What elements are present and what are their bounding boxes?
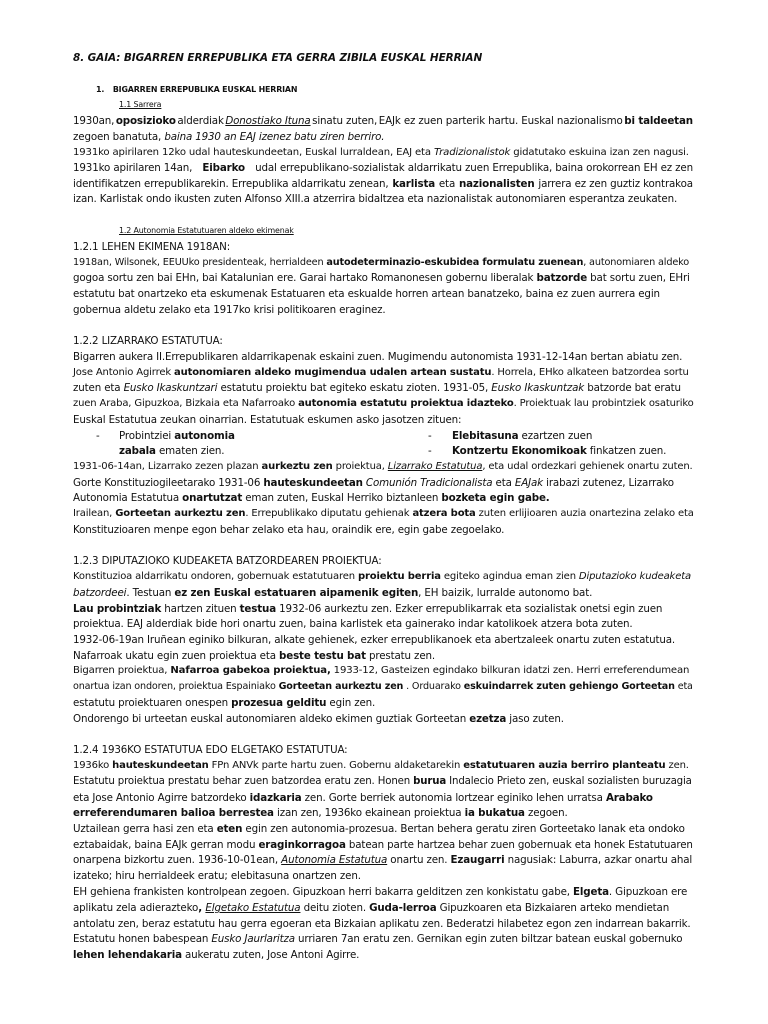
text-run: alderdiak <box>177 115 224 127</box>
paragraph-line <box>73 381 693 395</box>
text-run: egin zen. <box>326 697 376 709</box>
text-run: 1931ko apirilaren 12ko udal hauteskundeetan, Euskal lurraldean, EAJ eta <box>73 147 434 158</box>
paragraph-line <box>73 586 693 600</box>
text-run: Eusko Ikaskuntzari <box>123 382 218 394</box>
text-run: ezartzen zuen <box>518 430 593 442</box>
text-run: irabazi zutenez, Lizarrako <box>543 477 674 489</box>
text-run: aurkeztu zen <box>261 461 333 472</box>
text-run: erreferendumaren balioa berrestea <box>73 807 274 819</box>
text-run: , EH baizik, lurralde autonomo bat. <box>418 587 593 599</box>
text-run: . Errepublikako diputatu gehienak <box>245 508 413 519</box>
text-run: onarpena bizkortu zuen. 1936-10-01ean, <box>73 854 282 866</box>
text-run: zabala <box>119 445 156 457</box>
paragraph-line <box>73 712 693 726</box>
text-run: Nafarroak ukatu egin zuen proiektua eta <box>73 650 280 662</box>
paragraph-line: Euskal Estatutua zeukan oinarrian. Estatutuak eskumen asko jasotzen zituen: <box>73 414 462 426</box>
text-run: EAJk ez zuen parterik hartu. Euskal nazionalismo <box>378 115 623 127</box>
text-run: Gorte Konstituziogileetarako 1931-06 <box>73 477 264 489</box>
text-run: testua <box>239 603 276 615</box>
text-run: ia bukatua <box>464 807 525 819</box>
paragraph-line <box>73 806 693 820</box>
text-run: EAJak <box>514 477 543 489</box>
text-run: Uztailean gerra hasi zen eta <box>73 823 217 835</box>
text-run: lehen lehendakaria <box>73 949 182 961</box>
paragraph-line <box>73 838 693 852</box>
paragraph-line <box>73 853 693 867</box>
text-run: finkatzen zuen. <box>586 445 667 457</box>
text-run: aplikatu zela adierazteko <box>73 902 199 914</box>
text-run: Kontzertu Ekonomikoak <box>452 445 587 457</box>
text-run: onartu zen. <box>387 854 451 866</box>
text-run: Ezaugarri <box>450 854 505 866</box>
text-run: autodeterminazio-eskubidea formulatu zuenean <box>326 257 584 268</box>
text-run: Gorteetan aurkeztu zen <box>278 681 404 692</box>
text-run: Jose Antonio Agirrek <box>73 367 175 378</box>
paragraph-line: 1932-06-19an Iruñean eginiko bilkuran, alkate gehienek, ezker errepublikanoek eta abertzaleek onartu zuten estatutua. <box>73 634 676 646</box>
text-run: sinatu zuten, <box>312 115 378 127</box>
text-run: proiektua, <box>332 461 388 472</box>
text-run: identifikatzen errepublikarekin. Errepublika aldarrikatu zenean, <box>73 178 389 190</box>
text-run: Eusko Jaurlaritza <box>211 933 295 945</box>
text-run: Estatutu proiektua prestatu behar zuen batzordea eratu zen. Honen <box>73 776 414 787</box>
subsection-1-2-3-title: 1.2.3 DIPUTAZIOKO KUDEAKETA BATZORDEAREN PROIEKTUA: <box>73 555 382 567</box>
bullet-item-2 <box>452 429 592 443</box>
paragraph-line <box>73 680 693 694</box>
text-run: Elgetako Estatutua <box>205 902 301 914</box>
text-run: 1933-12, Gasteizen egindako bilkuran idatzi zen. Herri erreferendumean <box>330 665 690 676</box>
text-run: . Gipuzkoan ere <box>608 886 688 898</box>
bullet-item-1-cont <box>119 444 224 458</box>
text-run: Bigarren proiektua, <box>73 665 171 676</box>
text-run: estatutuaren auzia berriro planteatu <box>463 760 666 771</box>
text-run: Eusko Ikaskuntzak <box>491 382 585 394</box>
text-run: zen. <box>665 760 689 771</box>
paragraph-line <box>73 602 693 616</box>
subsection-1-2-2-title: 1.2.2 LIZARRAKO ESTATUTUA: <box>73 335 223 347</box>
paragraph-line: Konstituzioaren menpe egon behar zelako eta hau, oraindik ere, egin gabe zegoelako. <box>73 524 505 536</box>
paragraph-line: antolatu zen, beraz estatutu hau gerra egoeran eta Bizkaian aplikatu zen. Bederatzi hilabetez egon zen indarrean bakarrik. <box>73 918 691 930</box>
text-run: Ondorengo bi urteetan euskal autonomiaren aldeko ekimen guztiak Gorteetan <box>73 713 470 725</box>
text-run: Konstituzioa aldarrikatu ondoren, gobernuak estatutuaren <box>73 571 358 582</box>
text-run: Donostiako Ituna <box>225 115 311 127</box>
paragraph-line <box>73 366 693 380</box>
text-run: udal errepublikano-sozialistak aldarrikatu zuen Errepublika, baina orokorrean EH ez zen <box>255 162 693 174</box>
text-run: atzera bota <box>412 508 476 519</box>
section-1-heading <box>96 83 716 97</box>
text-run: onartua izan ondoren, proiektua Espainiako <box>73 681 279 692</box>
text-run: Estatutu honen babespean <box>73 933 212 945</box>
text-run: hauteskundeetan <box>263 477 363 489</box>
text-run: Gorteetan aurkeztu zen <box>115 508 246 519</box>
text-run: 1936ko <box>73 760 113 771</box>
text-run: autonomia estatutu proiektua idazteko <box>298 398 514 409</box>
text-run: ezetza <box>469 713 507 725</box>
text-run: Lizarrako Estatutua <box>387 461 483 472</box>
text-run: eztabaidak, baina EAJk gerran modu <box>73 839 259 851</box>
paragraph-line <box>73 696 693 710</box>
text-run: beste testu bat <box>279 650 366 662</box>
bullet-item-1 <box>119 429 235 443</box>
text-run: egin zen autonomia-prozesua. Bertan behera geratu ziren Gorteetako lanak eta ondoko <box>242 823 685 835</box>
paragraph-line: Bigarren aukera II.Errepublikaren aldarrikapenak eskaini zuen. Mugimendu autonomista 1931-12-14an bertan abiatu zen. <box>73 351 683 363</box>
text-run: EH gehiena frankisten kontrolpean zegoen. Gipuzkoan herri bakarra gelditzen zen konkistatu gabe, <box>73 886 574 898</box>
text-run: Nafarroa gabekoa proiektua, <box>170 665 331 676</box>
text-run: estatutu proiektu bat egiteko eskatu zioten. 1931-05, <box>217 382 492 394</box>
text-run: Autonomia Estatutua <box>281 854 388 866</box>
text-run: urriaren 7an eratu zen. Gernikan egin zuten biltzar batean euskal gobernuko <box>294 933 683 945</box>
paragraph-line: gobernua aldetu zelako eta 1917ko krisi politikoaren eraginez. <box>73 304 386 316</box>
text-run: bozketa egin gabe. <box>441 492 550 504</box>
paragraph-line <box>73 114 693 128</box>
text-run: Eibarko <box>202 162 245 174</box>
bullet-dash: - <box>428 430 432 442</box>
paragraph-line <box>73 570 693 584</box>
section-1-1-title: 1.1 Sarrera <box>119 100 162 109</box>
text-run: . Horrela, EHko alkateen batzordea sortu <box>491 367 689 378</box>
section-1-2-title: 1.2 Autonomia Estatutuaren aldeko ekimenak <box>119 226 294 235</box>
paragraph-line <box>73 649 693 663</box>
text-run: . Proiektuak lau probintziek osaturiko <box>513 398 694 409</box>
text-run: 1918an, Wilsonek, EEUUko presidenteak, herrialdeen <box>73 257 327 268</box>
text-run: zen. Gorte berriek autonomia lortzear eginiko lehen urratsa <box>301 792 606 804</box>
text-run: burua <box>413 776 447 787</box>
paragraph-line <box>73 146 693 160</box>
paragraph-line <box>73 791 693 805</box>
text-run: batean parte hartzea behar zuen gobernuak eta honek Estatutuaren <box>345 839 693 851</box>
document-title: 8. GAIA: BIGARREN ERREPUBLIKA ETA GERRA ZIBILA EUSKAL HERRIAN <box>73 52 483 64</box>
paragraph-line <box>73 460 693 474</box>
text-run: bi taldeetan <box>624 115 693 127</box>
text-run: hartzen zituen <box>161 603 240 615</box>
bullet-item-3 <box>452 444 666 458</box>
paragraph-line <box>73 759 693 773</box>
text-run: zuten eta <box>73 382 124 394</box>
paragraph-line <box>73 822 693 836</box>
subsection-1-2-1-title: 1.2.1 LEHEN EKIMENA 1918AN: <box>73 241 231 253</box>
text-run: 1931-06-14an, Lizarrako zezen plazan <box>73 461 262 472</box>
text-run: baina 1930 an EAJ izenez batu ziren berriro. <box>164 131 385 143</box>
text-run: Gipuzkoaren eta Bizkaiaren arteko mendietan <box>436 902 670 914</box>
text-run: eta <box>674 681 693 692</box>
text-run: ez zen Euskal estatuaren aipamenik egiten <box>174 587 419 599</box>
section-1-number: 1. <box>96 85 105 94</box>
paragraph-line <box>73 507 693 521</box>
text-run: 1932-06 aurkeztu zen. Ezker errepublikarrak eta sozialistak onetsi egin zuen <box>276 603 663 615</box>
text-run: prozesua gelditu <box>231 697 327 709</box>
paragraph-line <box>73 948 693 962</box>
text-run: eraginkorragoa <box>258 839 346 851</box>
paragraph-line <box>73 161 693 175</box>
text-run: eten <box>216 823 243 835</box>
text-run: hauteskundeetan <box>112 760 209 771</box>
paragraph-line <box>73 775 693 789</box>
paragraph-line <box>73 130 693 144</box>
text-run: Diputazioko kudeaketa <box>578 571 691 582</box>
text-run: , autonomiaren aldeko <box>583 257 690 268</box>
text-run: estatutu proiektuaren onespen <box>73 697 232 709</box>
text-run: izan zen, 1936ko ekainean proiektua <box>273 807 465 819</box>
text-run: onartutzat <box>182 492 243 504</box>
text-run: 1931ko apirilaren 14an, <box>73 162 193 174</box>
text-run: batzorde <box>536 272 588 284</box>
paragraph-line: proiektua. EAJ alderdiak bide hori onartu zuen, baina karlistek eta gainerako indar katolikoek atzera bota zuten. <box>73 618 633 630</box>
text-run: zegoen. <box>524 807 568 819</box>
paragraph-line: estatutu bat onartzeko eta eskumenak Estatuaren eta eskualde horren artean banatzeko, baina ez zuen aurrera egin <box>73 288 660 300</box>
text-run: ematen zien. <box>155 445 225 457</box>
text-run: deitu zioten. <box>300 902 370 914</box>
text-run: eskuindarrek zuten gehiengo Gorteetan <box>463 681 675 692</box>
text-run: Lau probintziak <box>73 603 162 615</box>
paragraph-line <box>73 397 693 411</box>
text-run: zuten erlijioaren auzia onartezina zelako eta <box>475 508 694 519</box>
text-run: nagusiak: Laburra, azkar onartu ahal <box>504 854 693 866</box>
paragraph-line <box>73 177 693 191</box>
text-run: egiteko agindua eman zien <box>440 571 579 582</box>
text-run: aukeratu zuten, Jose Antoni Agirre. <box>181 949 360 961</box>
paragraph-line <box>73 932 693 946</box>
text-run: , eta udal ordezkari gehienek onartu zuten. <box>482 461 693 472</box>
text-run: autonomia <box>174 430 235 442</box>
text-run: . Orduarako <box>403 681 464 692</box>
text-run: 1930an, <box>73 115 115 127</box>
text-run: batzordeei <box>73 587 127 599</box>
text-run: gidatutako eskuina izan zen nagusi. <box>510 147 689 158</box>
text-run: . Testuan <box>126 587 175 599</box>
text-run: Elgeta <box>573 886 609 898</box>
text-run: autonomiaren aldeko mugimendua udalen artean sustatu <box>174 367 492 378</box>
text-run: zuen Araba, Gipuzkoa, Bizkaia eta Nafarroako <box>73 398 299 409</box>
text-run: jarrera ez zen guztiz kontrakoa <box>538 178 693 190</box>
text-run: , <box>198 902 206 914</box>
paragraph-line <box>73 901 693 915</box>
text-run: Comunión Tradicionalista <box>362 477 493 489</box>
paragraph-line <box>73 271 693 285</box>
paragraph-line: izan. Karlistak ondo ikusten zuten Alfonso XIII.a atzerrira bidaltzea eta nazionalistak autonomiaren esperantza zeukaten. <box>73 193 678 205</box>
text-run: proiektu berria <box>357 571 441 582</box>
paragraph-line <box>73 491 693 505</box>
text-run: jaso zuten. <box>506 713 564 725</box>
section-1-title: BIGARREN ERREPUBLIKA EUSKAL HERRIAN <box>112 85 298 94</box>
text-run: FPn ANVk parte hartu zuen. Gobernu aldaketarekin <box>208 760 464 771</box>
paragraph-line <box>73 256 693 270</box>
text-run: idazkaria <box>249 792 302 804</box>
text-run: gogoa sortu zen bai EHn, bai Katalunian ere. Garai hartako Romanonesen gobernu liberalak <box>73 272 534 284</box>
text-run: Tradizionalistok <box>433 147 511 158</box>
text-run: Irailean, <box>73 508 116 519</box>
text-run: karlista <box>392 178 436 190</box>
text-run: zegoen banatuta, <box>73 131 162 143</box>
bullet-dash: - <box>428 445 432 457</box>
text-run: eta Jose Antonio Agirre batzordeko <box>73 792 250 804</box>
subsection-1-2-4-title: 1.2.4 1936KO ESTATUTUA EDO ELGETAKO ESTATUTUA: <box>73 744 348 756</box>
text-run: Indalecio Prieto zen, euskal sozialisten buruzagia <box>446 776 692 787</box>
paragraph-line <box>73 664 693 678</box>
text-run: batzorde bat eratu <box>584 382 681 394</box>
paragraph-line <box>73 476 693 490</box>
text-run: eta <box>438 178 456 190</box>
text-run: oposizioko <box>115 115 176 127</box>
text-run: eta <box>492 477 515 489</box>
text-run: Arabako <box>605 792 653 804</box>
paragraph-line: izateko; hiru herrialdeek eratu; elebitasuna onartzen zen. <box>73 870 361 882</box>
text-run: Autonomia Estatutua <box>73 492 183 504</box>
text-run: eman zuten, Euskal Herriko biztanleen <box>242 492 442 504</box>
paragraph-line <box>73 885 693 899</box>
text-run: prestatu zen. <box>365 650 435 662</box>
text-run: Probintziei <box>119 430 175 442</box>
bullet-dash: - <box>96 430 100 442</box>
text-run: Guda-lerroa <box>369 902 437 914</box>
text-run: nazionalisten <box>458 178 535 190</box>
text-run: Elebitasuna <box>452 430 519 442</box>
text-run: bat sortu zuen, EHri <box>587 272 690 284</box>
